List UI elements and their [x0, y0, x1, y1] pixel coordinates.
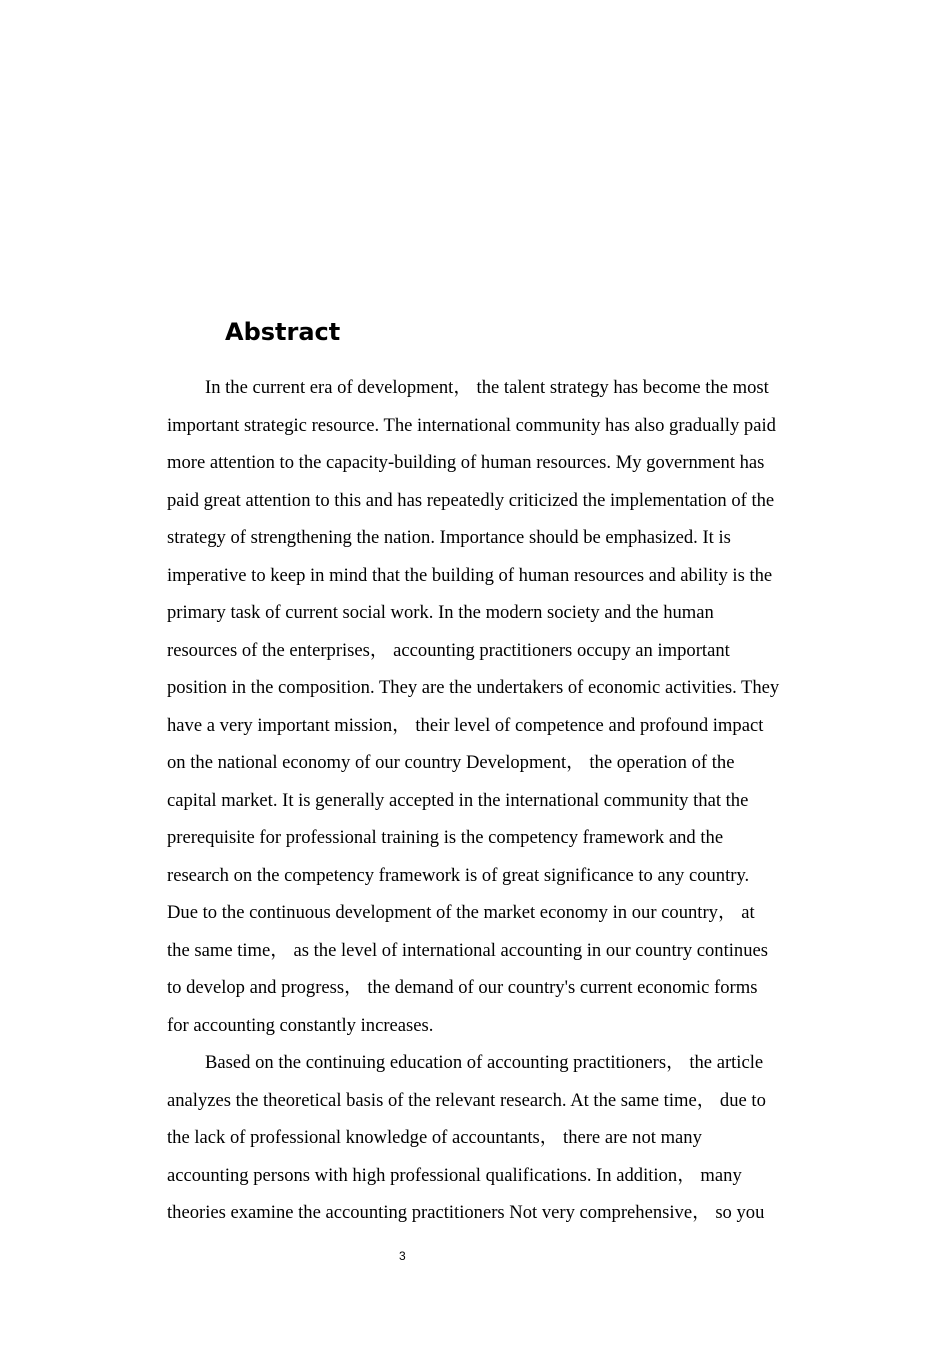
text-line: to develop and progress， the demand of our country's current economic forms [167, 977, 758, 998]
text-line: have a very important mission， their level of competence and profound impact [167, 714, 764, 736]
text-line: research on the competency framework is of great significance to any country. [167, 864, 750, 886]
text-line: theories examine the accounting practitioners Not very comprehensive， so you [167, 1202, 765, 1223]
text-line: analyzes the theoretical basis of the relevant research. At the same time， due to [167, 1089, 766, 1111]
text-line: more attention to the capacity-building of human resources. My government has [167, 452, 765, 473]
text-line: the same time， as the level of international accounting in our country continues [167, 939, 769, 961]
text-line: position in the composition. They are the undertakers of economic activities. They [167, 677, 780, 698]
text-line: resources of the enterprises， accounting practitioners occupy an important [167, 639, 730, 661]
text-line: for accounting constantly increases. [167, 1014, 434, 1036]
text-line: imperative to keep in mind that the building of human resources and ability is the [167, 564, 773, 586]
text-line: capital market. It is generally accepted in the international community that the [167, 789, 749, 811]
text-line: Based on the continuing education of accounting practitioners， the article [205, 1052, 764, 1073]
text-line: prerequisite for professional training is the competency framework and the [167, 827, 724, 848]
abstract-heading: Abstract [225, 318, 341, 346]
text-line: accounting persons with high professional qualifications. In addition， many [167, 1164, 742, 1186]
abstract-body [167, 369, 807, 1232]
text-line: Due to the continuous development of the market economy in our country， at [167, 902, 755, 923]
page-number: 3 [399, 1249, 406, 1263]
paragraph-1 [167, 369, 807, 1044]
text-line: important strategic resource. The international community has also gradually paid [167, 414, 776, 436]
text-line: the lack of professional knowledge of accountants， there are not many [167, 1127, 702, 1148]
text-line: strategy of strengthening the nation. Importance should be emphasized. It is [167, 527, 731, 548]
paragraph-2 [167, 1044, 807, 1232]
text-line: on the national economy of our country Development， the operation of the [167, 752, 735, 773]
text-line: In the current era of development， the talent strategy has become the most [205, 377, 769, 398]
text-line: paid great attention to this and has repeatedly criticized the implementation of the [167, 489, 775, 511]
text-line: primary task of current social work. In the modern society and the human [167, 602, 714, 623]
